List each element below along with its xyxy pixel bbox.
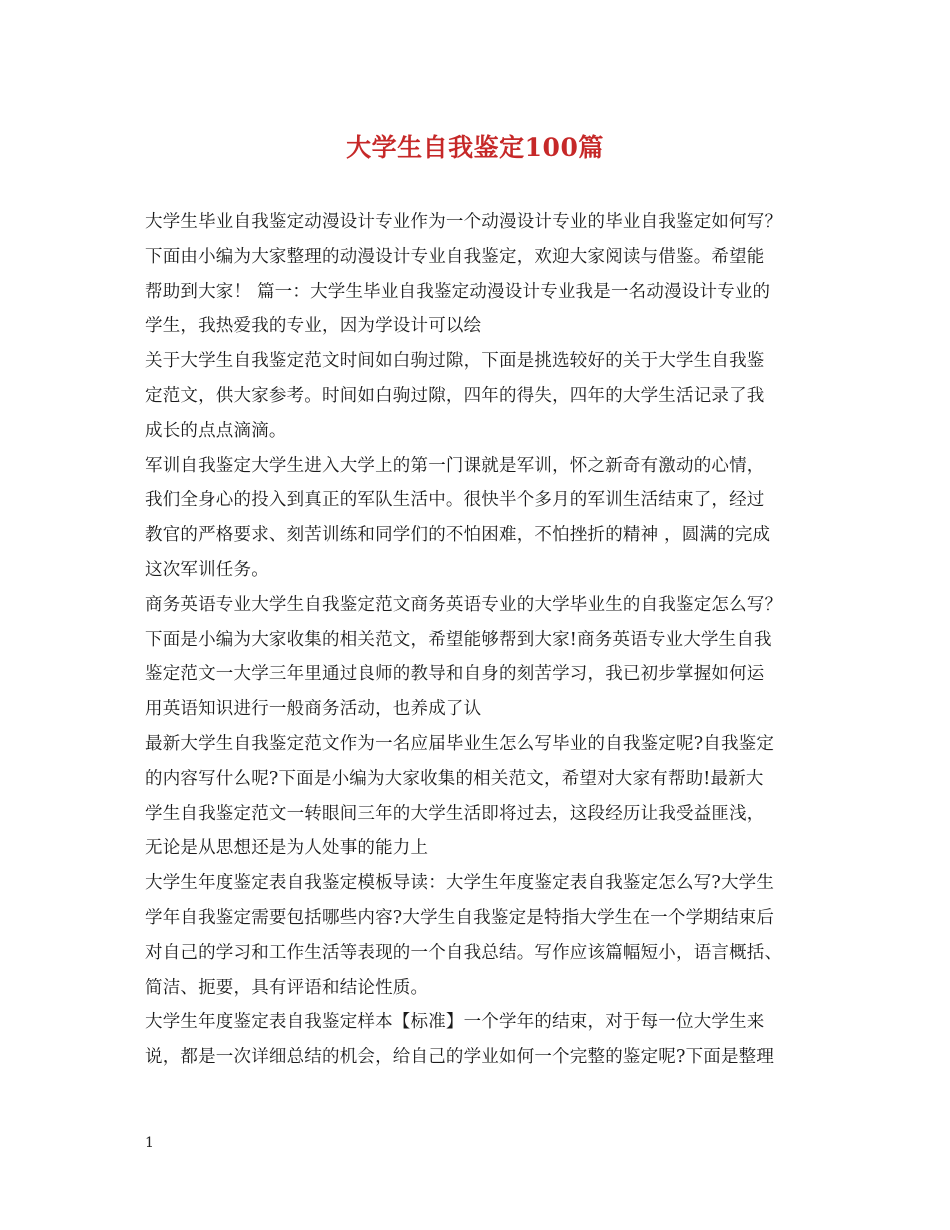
text-line: 简洁、扼要，具有评语和结论性质。 [145,977,429,998]
text-line: 定范文，供大家参考。时间如白驹过隙，四年的得失，四年的大学生活记录了我 [145,385,765,406]
text-line: 成长的点点滴滴。 [145,420,287,441]
text-line: 下面由小编为大家整理的动漫设计专业自我鉴定，欢迎大家阅读与借鉴。希望能 [145,246,765,267]
text-line: 的内容写什么呢?下面是小编为大家收集的相关范文，希望对大家有帮助!最新大 [145,768,764,789]
text-line: 大学生年度鉴定表自我鉴定模板导读：大学生年度鉴定表自我鉴定怎么写?大学生 [145,873,775,894]
text-line: 商务英语专业大学生自我鉴定范文商务英语专业的大学毕业生的自我鉴定怎么写？ [145,594,783,615]
text-line: 学生，我热爱我的专业，因为学设计可以绘 [145,316,482,337]
text-line: 教官的严格要求、刻苦训练和同学们的不怕困难，不怕挫折的精神 ，圆满的完成 [145,525,771,546]
page-number: 1 [145,1135,154,1151]
paragraph-1 [145,205,815,344]
text-line: 大学生年度鉴定表自我鉴定样本【标准】一个学年的结束，对于每一位大学生来 [145,1012,765,1033]
paragraph-6 [145,866,815,1005]
text-line: 学生自我鉴定范文一转眼间三年的大学生活即将过去，这段经历让我受益匪浅， [145,803,765,824]
paragraph-2 [145,344,815,448]
paragraph-5 [145,727,815,866]
text-line: 这次军训任务。 [145,559,269,580]
document-title: 大学生自我鉴定100篇 [346,133,604,162]
text-line: 用英语知识进行一般商务活动，也养成了认 [145,699,482,720]
text-line: 说，都是一次详细总结的机会，给自己的学业如何一个完整的鉴定呢?下面是整理 [145,1047,775,1068]
text-line: 最新大学生自我鉴定范文作为一名应届毕业生怎么写毕业的自我鉴定呢?自我鉴定 [145,733,775,754]
text-line: 无论是从思想还是为人处事的能力上 [145,838,429,859]
text-line: 学年自我鉴定需要包括哪些内容?大学生自我鉴定是特指大学生在一个学期结束后 [145,907,775,928]
paragraph-4 [145,588,815,727]
paragraph-3 [145,449,815,588]
paragraph-7 [145,1005,815,1075]
document-body [145,205,815,1075]
text-line: 我们全身心的投入到真正的军队生活中。很快半个多月的军训生活结束了，经过 [145,490,765,511]
text-line: 帮助到大家！ 篇一：大学生毕业自我鉴定动漫设计专业我是一名动漫设计专业的 [145,281,771,302]
text-line: 鉴定范文一大学三年里通过良师的教导和自身的刻苦学习，我已初步掌握如何运 [145,664,765,685]
text-line: 对自己的学习和工作生活等表现的一个自我总结。写作应该篇幅短小，语言概括、 [145,942,783,963]
text-line: 军训自我鉴定大学生进入大学上的第一门课就是军训，怀之新奇有激动的心情， [145,455,765,476]
text-line: 下面是小编为大家收集的相关范文，希望能够帮到大家!商务英语专业大学生自我 [145,629,772,650]
text-line: 关于大学生自我鉴定范文时间如白驹过隙，下面是挑选较好的关于大学生自我鉴 [145,351,765,372]
text-line: 大学生毕业自我鉴定动漫设计专业作为一个动漫设计专业的毕业自我鉴定如何写？ [145,212,783,232]
